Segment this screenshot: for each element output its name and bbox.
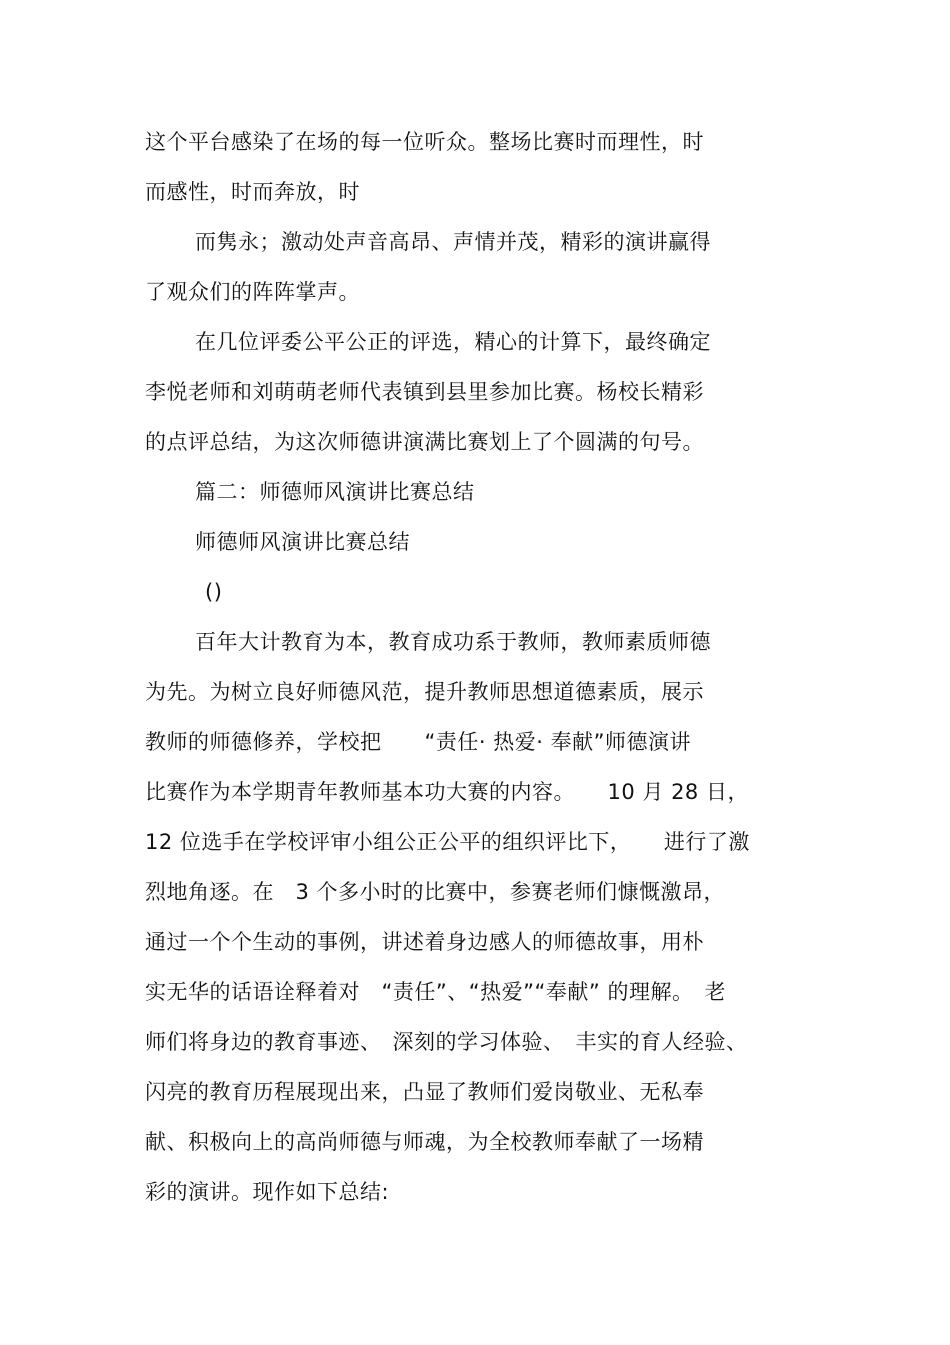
text-line: 师们将身边的教育事迹、 深刻的学习体验、 丰实的育人经验、	[145, 1030, 748, 1054]
text-line: 烈地角逐。在 3 个多小时的比赛中，参赛老师们慷慨激昂，	[145, 880, 726, 904]
paragraph-start-line: 在几位评委公平公正的评选，精心的计算下，最终确定	[195, 330, 711, 354]
paragraph-start-line: 百年大计教育为本，教育成功系于教师，教师素质师德	[195, 630, 711, 654]
text-line: 了观众们的阵阵掌声。	[145, 280, 360, 304]
document-title: 师德师风演讲比赛总结	[195, 530, 410, 554]
text-line: 通过一个个生动的事例，讲述着身边感人的师德故事，用朴	[145, 930, 704, 954]
text-line: 闪亮的教育历程展现出来，凸显了教师们爱岗敬业、无私奉	[145, 1080, 704, 1104]
text-line: 这个平台感染了在场的每一位听众。整场比赛时而理性，时	[145, 130, 704, 154]
section-heading: 篇二：师德师风演讲比赛总结	[195, 480, 475, 504]
text-line: 而隽永；激动处声音高昂、声情并茂，精彩的演讲赢得	[195, 230, 711, 254]
empty-parentheses: ()	[205, 580, 223, 604]
text-line: 教师的师德修养，学校把 “责任· 热爱· 奉献”师德演讲	[145, 730, 691, 754]
text-line: 为先。为树立良好师德风范，提升教师思想道德素质，展示	[145, 680, 704, 704]
text-line: 献、积极向上的高尚师德与师魂，为全校教师奉献了一场精	[145, 1130, 704, 1154]
text-line: 比赛作为本学期青年教师基本功大赛的内容。 10 月 28 日，	[145, 780, 749, 804]
text-line: 彩的演讲。现作如下总结:	[145, 1180, 390, 1204]
text-line: 而感性，时而奔放，时	[145, 180, 360, 204]
text-line: 李悦老师和刘萌萌老师代表镇到县里参加比赛。杨校长精彩	[145, 380, 704, 404]
text-line: 的点评总结，为这次师德讲演满比赛划上了个圆满的句号。	[145, 430, 704, 454]
text-line: 12 位选手在学校评审小组公正公平的组织评比下， 进行了激	[145, 830, 750, 854]
text-line: 实无华的话语诠释着对 “责任”、“热爱”“奉献” 的理解。 老	[145, 980, 726, 1004]
